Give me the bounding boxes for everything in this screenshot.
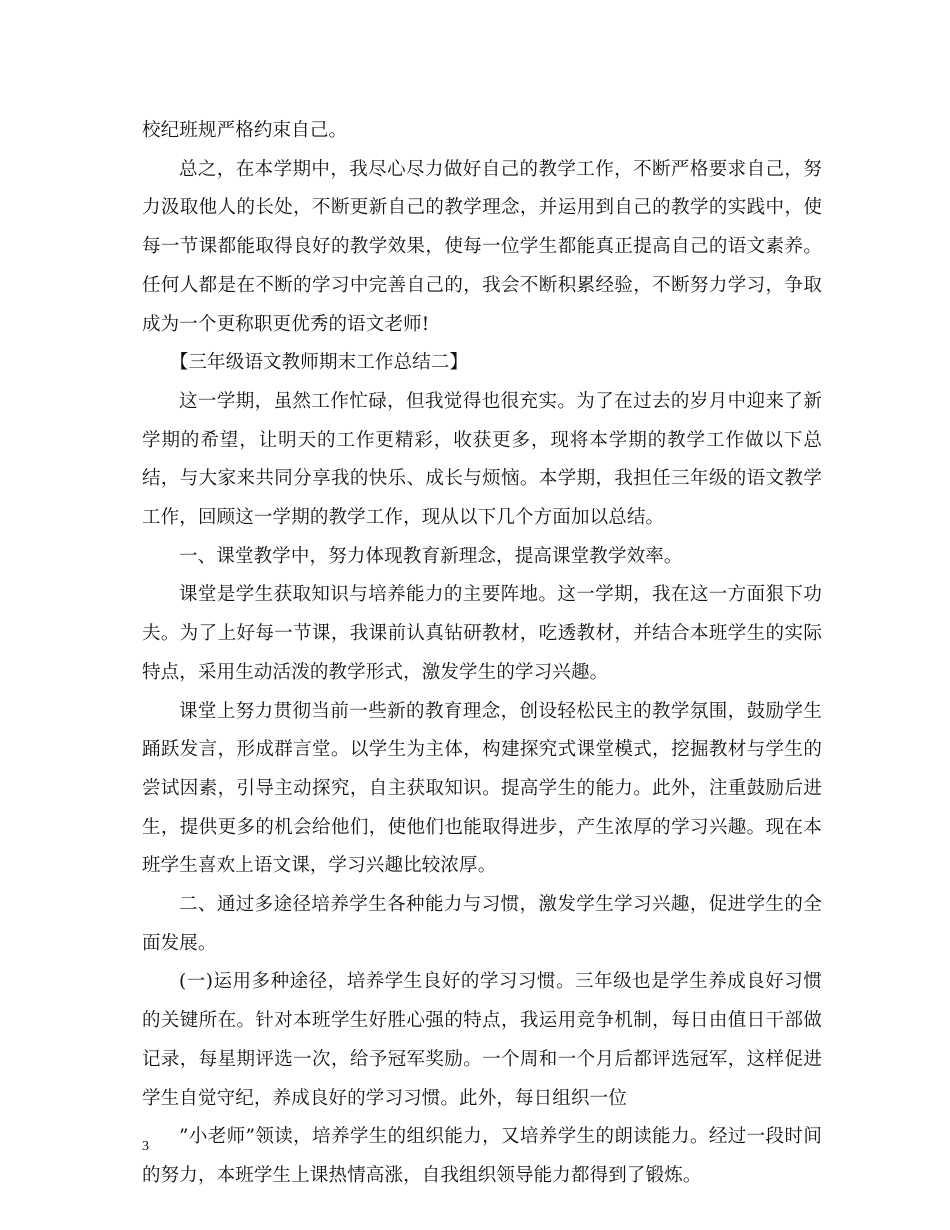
paragraph-intro: 这一学期，虽然工作忙碌，但我觉得也很充实。为了在过去的岁月中迎来了新学期的希望，让明天的工作更精彩，收获更多，现将本学期的教学工作做以下总结，与大家来共同分享我的快乐、成长与烦恼。本学期，我担任三年级的语文教学工作，回顾这一学期的教学工作，现从以下几个方面加以总结。 — [142, 390, 822, 529]
page-number: 3 — [142, 1139, 149, 1154]
body-text — [142, 112, 822, 1196]
paragraph-habits: (一)运用多种途径，培养学生良好的学习习惯。三年级也是学生养成良好习惯的关键所在。针对本班学生好胜心强的特点，我运用竞争机制，每日由值日干部做记录，每星期评选一次，给予冠军奖励。一个周和一个月后都评选冠军，这样促进学生自觉守纪，养成良好的学习习惯。此外，每日组织一位 — [142, 971, 822, 1109]
paragraph-teaching-ideas: 课堂上努力贯彻当前一些新的教育理念，创设轻松民主的教学氛围，鼓励学生踊跃发言，形成群言堂。以学生为主体，构建探究式课堂模式，挖掘教材与学生的尝试因素，引导主动探究，自主获取知识。提高学生的能力。此外，注重鼓励后进生，提供更多的机会给他们，使他们也能取得进步，产生浓厚的学习兴趣。现在本班学生喜欢上语文课，学习兴趣比较浓厚。 — [142, 700, 822, 877]
paragraph-point-two-title: 二、通过多途径培养学生各种能力与习惯，激发学生学习兴趣，促进学生的全面发展。 — [142, 894, 822, 954]
section-heading: 【三年级语文教师期末工作总结二】 — [169, 352, 469, 374]
paragraph-continuation: 校纪班规严格约束自己。 — [142, 120, 348, 141]
paragraph-point-one-title: 一、课堂教学中，努力体现教育新理念，提高课堂教学效率。 — [179, 545, 683, 567]
paragraph-little-teacher: ”小老师”领读，培养学生的组织能力，又培养学生的朗读能力。经过一段时间的努力，本班学生上课热情高涨，自我组织领导能力都得到了锻炼。 — [142, 1126, 822, 1186]
paragraph-summary: 总之，在本学期中，我尽心尽力做好自己的教学工作，不断严格要求自己，努力汲取他人的长处，不断更新自己的教学理念，并运用到自己的教学的实践中，使每一节课都能取得良好的教学效果，使每一位学生都能真正提高自己的语文素养。任何人都是在不断的学习中完善自己的，我会不断积累经验，不断努力学习，争取成为一个更称职更优秀的语文老师! — [142, 158, 822, 335]
paragraph-classroom: 课堂是学生获取知识与培养能力的主要阵地。这一学期，我在这一方面狠下功夫。为了上好每一节课，我课前认真钻研教材，吃透教材，并结合本班学生的实际特点，采用生动活泼的教学形式，激发学生的学习兴趣。 — [142, 584, 822, 683]
